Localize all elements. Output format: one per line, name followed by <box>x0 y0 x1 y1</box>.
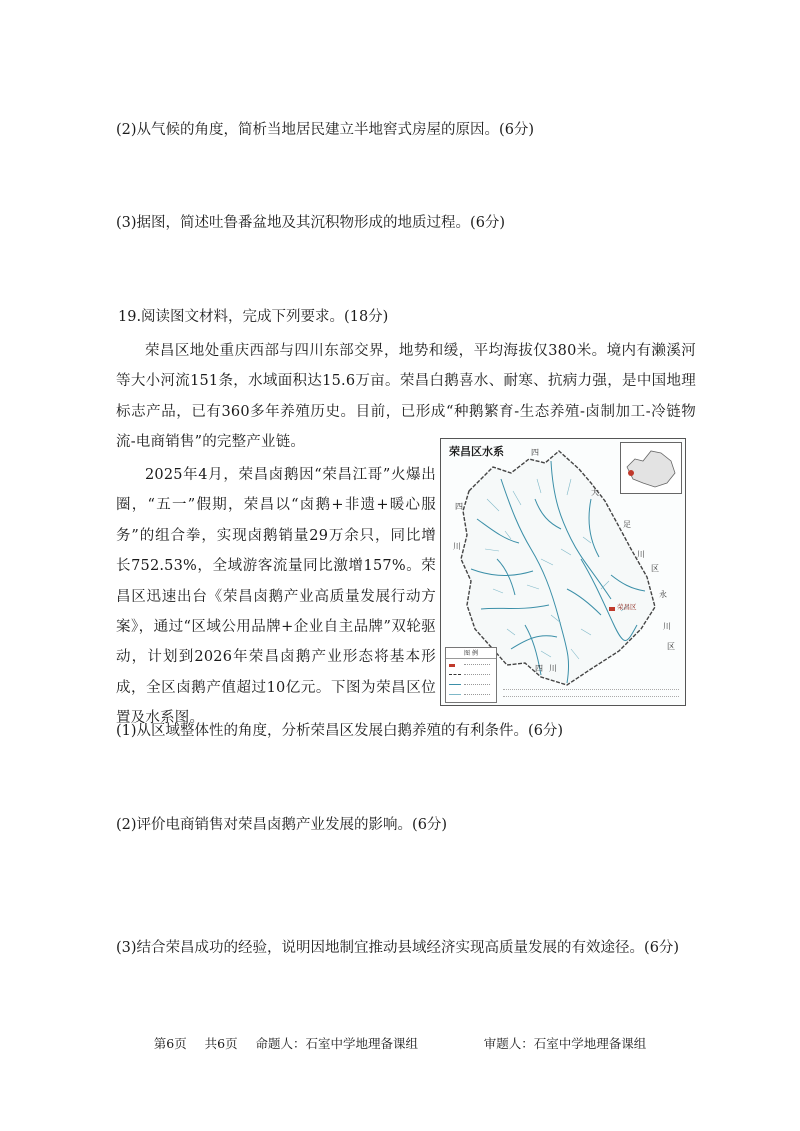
page-footer <box>0 1034 800 1052</box>
q19-sub3: (3)结合荣昌成功的经验，说明因地制宜推动县域经济实现高质量发展的有效途径。(6分) <box>116 940 680 956</box>
legend-item <box>449 672 493 678</box>
q19-paragraph-1: 荣昌区地处重庆西部与四川东部交界，地势和缓，平均海拔仅380米。境内有濑溪河等大小河流151条，水域面积达15.6万亩。荣昌白鹅喜水、耐寒、抗病力强，是中国地理标志产品，已有360多年养殖历史。目前，已形成“种鹅繁育-生态养殖-卤制加工-冷链物流-电商销售”的完整产业链。 <box>116 343 696 451</box>
q18-sub3: (3)据图，简述吐鲁番盆地及其沉积物形成的地质过程。(6分) <box>116 215 506 231</box>
map-legend <box>445 647 497 703</box>
map-neighbor-label: 川 <box>663 622 671 631</box>
q19-sub2: (2)评价电商销售对荣昌卤鹅产业发展的影响。(6分) <box>116 817 448 833</box>
map-neighbor-label: 大 <box>591 488 599 497</box>
map-center-label: 荣昌区 <box>617 603 637 611</box>
map-neighbor-label: 四 <box>531 448 539 457</box>
map-neighbor-label: 川 <box>549 664 557 673</box>
rongchang-water-system-map <box>440 438 686 706</box>
map-neighbor-label: 区 <box>651 564 659 573</box>
q19-heading: 19.阅读图文材料，完成下列要求。(18分) <box>118 309 389 325</box>
q19-sub1: (1)从区域整体性的角度，分析荣昌区发展白鹅养殖的有利条件。(6分) <box>116 723 564 739</box>
location-inset-map <box>620 442 682 494</box>
map-title: 荣昌区水系 <box>449 445 504 458</box>
map-neighbor-label: 川 <box>453 542 461 551</box>
footer-reviewer: 审题人：石室中学地理备课组 <box>483 1036 647 1051</box>
legend-item <box>449 682 493 688</box>
map-neighbor-label: 川 <box>637 550 645 559</box>
county-seat-marker <box>609 607 615 611</box>
map-neighbor-label: 永 <box>659 590 667 599</box>
footer-author: 命题人：石室中学地理备课组 <box>255 1036 419 1051</box>
legend-item <box>449 662 493 668</box>
footer-page: 第6页 <box>153 1036 187 1051</box>
footer-total: 共6页 <box>204 1036 238 1051</box>
legend-item <box>449 692 493 698</box>
legend-title: 图 例 <box>446 649 496 659</box>
map-neighbor-label: 四 <box>535 664 543 673</box>
q18-sub2: (2)从气候的角度，简析当地居民建立半地窖式房屋的原因。(6分) <box>116 122 535 138</box>
map-neighbor-label: 四 <box>455 502 463 511</box>
q19-paragraph-2: 2025年4月，荣昌卤鹅因“荣昌江哥”火爆出圈，“五一”假期，荣昌以“卤鹅+非遗+暖心服务”的组合拳，实现卤鹅销量29万余只，同比增长752.53%，全域游客流量同比激增157%。荣昌区迅速出台《荣昌卤鹅产业高质量发展行动方案》，通过“区域公用品牌+企业自主品牌”双轮驱动，计划到2026年荣昌卤鹅产业形态将基本形成，全区卤鹅产值超过10亿元。下图为荣昌区位置及水系图。 <box>116 467 436 727</box>
inset-drawing <box>621 443 681 493</box>
map-neighbor-label: 区 <box>667 642 675 651</box>
map-neighbor-label: 足 <box>623 520 631 529</box>
map-credit-lines <box>503 689 679 702</box>
